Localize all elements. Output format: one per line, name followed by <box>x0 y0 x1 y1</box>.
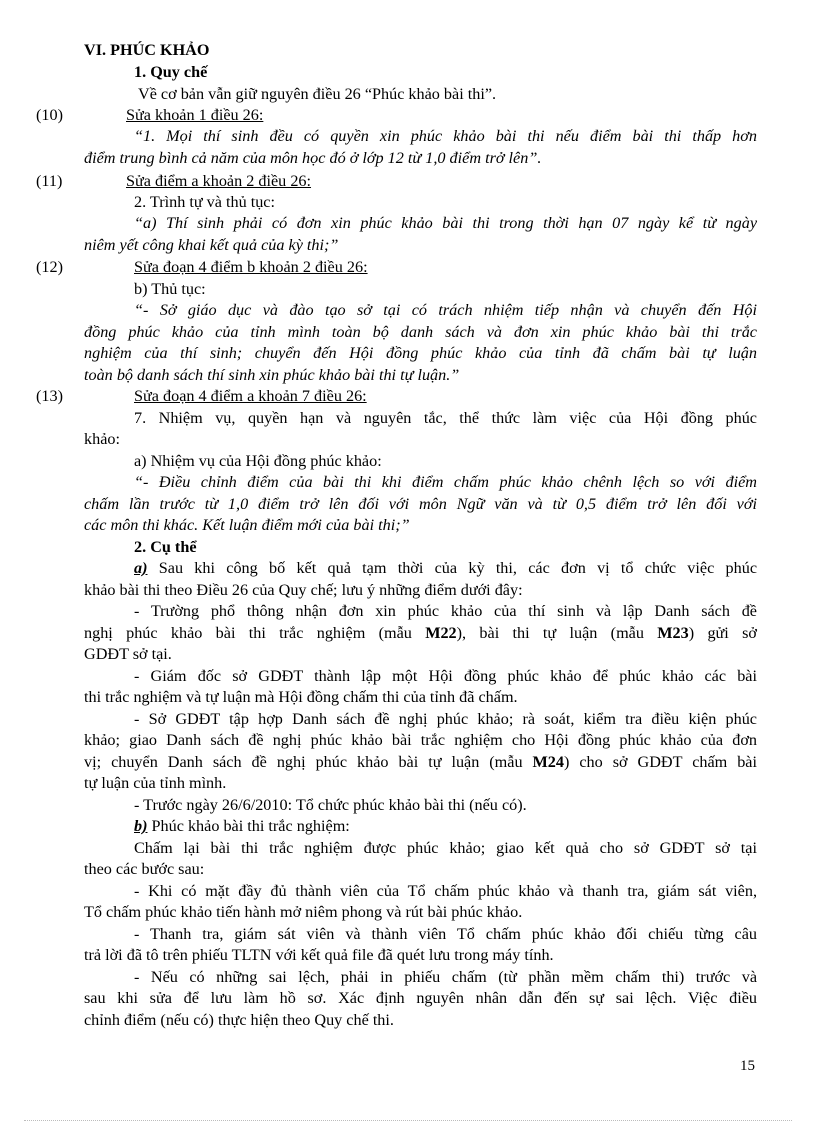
bullet-line: - Thanh tra, giám sát viên và thành viên Tổ chấm phúc khảo đối chiếu từng câu <box>134 925 757 943</box>
intro-text: Về cơ bản vẫn giữ nguyên điều 26 “Phúc khảo bài thi”. <box>138 85 497 103</box>
paragraph-line <box>134 816 350 837</box>
amendment-title: Sửa khoản 1 điều 26: <box>126 106 264 124</box>
page-bottom-border <box>24 1120 792 1121</box>
paragraph-text: Phúc khảo bài thi trắc nghiệm: <box>147 817 350 835</box>
amendment-title: Sửa đoạn 4 điểm a khoản 7 điều 26: <box>134 387 367 405</box>
clause-subtitle: a) Nhiệm vụ của Hội đồng phúc khảo: <box>134 452 382 470</box>
bullet-line: - Nếu có những sai lệch, phải in phiếu chấm (từ phần mềm chấm thi) trước và <box>134 968 757 986</box>
page-number: 15 <box>740 1058 755 1074</box>
form-code: M23 <box>657 624 689 642</box>
form-code: M24 <box>532 753 564 771</box>
quote-line: điểm trung bình cả năm của môn học đó ở lớp 12 từ 1,0 điểm trở lên”. <box>84 149 542 167</box>
bullet-line: chỉnh điểm (nếu có) thực hiện theo Quy chế thi. <box>84 1011 394 1029</box>
bullet-line: - Khi có mặt đầy đủ thành viên của Tổ chấm phúc khảo và thanh tra, giám sát viên, <box>134 882 757 900</box>
bullet-line: - Trước ngày 26/6/2010: Tổ chức phúc khảo bài thi (nếu có). <box>134 796 527 814</box>
bullet-line: tự luận của tỉnh mình. <box>84 774 227 792</box>
bullet-line: GDĐT sở tại. <box>84 645 172 663</box>
bullet-line: thi trắc nghiệm và tự luận mà Hội đồng chấm thi của tỉnh đã chấm. <box>84 688 518 706</box>
quote-line: “- Điều chỉnh điểm của bài thi khi điểm chấm phúc khảo chênh lệch so với điểm <box>134 473 757 491</box>
paragraph-line <box>134 558 757 579</box>
bullet-line: sau khi sửa để lưu làm hồ sơ. Xác định nguyên nhân dẫn đến sự sai lệch. Việc điều <box>84 989 757 1007</box>
clause-title: 2. Trình tự và thủ tục: <box>134 193 275 211</box>
item-number: (10) <box>36 106 63 124</box>
paragraph-line: theo các bước sau: <box>84 860 205 878</box>
item-number: (12) <box>36 258 63 276</box>
quote-line: “a) Thí sinh phải có đơn xin phúc khảo bài thi trong thời hạn 07 ngày kể từ ngày <box>134 214 757 232</box>
bullet-text: ) cho sở GDĐT chấm bài <box>564 753 757 771</box>
subsection-title-regulation: 1. Quy chế <box>134 63 208 81</box>
bullet-line: - Sở GDĐT tập hợp Danh sách đề nghị phúc khảo; rà soát, kiểm tra điều kiện phúc <box>134 710 757 728</box>
paragraph-line: khảo bài thi theo Điều 26 của Quy chế; lưu ý những điểm dưới đây: <box>84 581 523 599</box>
item-number: (11) <box>36 172 63 190</box>
quote-line: toàn bộ danh sách thí sinh xin phúc khảo bài thi tự luận.” <box>84 366 460 384</box>
amendment-title: Sửa điểm a khoản 2 điều 26: <box>126 172 312 190</box>
bullet-text: nghị phúc khảo bài thi trắc nghiệm (mẫu <box>84 624 426 642</box>
bullet-line: - Trường phổ thông nhận đơn xin phúc khảo của thí sinh và lập Danh sách đề <box>134 602 757 620</box>
bullet-text: ) gửi sở <box>688 624 757 642</box>
paragraph-text: Sau khi công bố kết quả tạm thời của kỳ thi, các đơn vị tổ chức việc phúc <box>147 559 757 577</box>
quote-line: đồng phúc khảo của tỉnh mình toàn bộ danh sách và đơn xin phúc khảo bài thi trắc <box>84 323 757 341</box>
form-code: M22 <box>425 624 457 642</box>
bullet-line <box>84 752 757 773</box>
bullet-text: ), bài thi tự luận (mẫu <box>456 624 658 642</box>
quote-line: “1. Mọi thí sinh đều có quyền xin phúc khảo bài thi nếu điểm bài thi thấp hơn <box>134 127 757 145</box>
quote-line: chấm lần trước từ 1,0 điểm trở lên đối với môn Ngữ văn và từ 0,5 điểm trở lên đối với <box>84 495 757 513</box>
bullet-line: Tổ chấm phúc khảo tiến hành mở niêm phong và rút bài phúc khảo. <box>84 903 523 921</box>
clause-title: b) Thủ tục: <box>134 280 206 298</box>
bullet-line: - Giám đốc sở GDĐT thành lập một Hội đồng phúc khảo để phúc khảo các bài <box>134 667 757 685</box>
bullet-text: vị; chuyển Danh sách đề nghị phúc khảo bài tự luận (mẫu <box>84 753 533 771</box>
quote-line: nghiệm của thí sinh; chuyển đến Hội đồng phúc khảo của tỉnh đã chấm bài tự luận <box>84 344 757 362</box>
section-heading: VI. PHÚC KHẢO <box>84 41 210 59</box>
subsection-title-details: 2. Cụ thể <box>134 538 197 556</box>
point-label: b) <box>134 817 148 835</box>
amendment-title: Sửa đoạn 4 điểm b khoản 2 điều 26: <box>134 258 368 276</box>
quote-line: niêm yết công khai kết quả của kỳ thi;” <box>84 236 339 254</box>
quote-line: các môn thi khác. Kết luận điểm mới của bài thi;” <box>84 516 410 534</box>
item-number: (13) <box>36 387 63 405</box>
point-label: a) <box>134 559 148 577</box>
paragraph-line: Chấm lại bài thi trắc nghiệm được phúc khảo; giao kết quả cho sở GDĐT sở tại <box>134 839 757 857</box>
bullet-line: trả lời đã tô trên phiếu TLTN với kết quả file đã quét lưu trong máy tính. <box>84 946 554 964</box>
quote-line: “- Sở giáo dục và đào tạo sở tại có trách nhiệm tiếp nhận và chuyển đến Hội <box>134 301 757 319</box>
clause-title: khảo: <box>84 430 120 448</box>
bullet-line <box>84 623 757 644</box>
clause-title: 7. Nhiệm vụ, quyền hạn và nguyên tắc, thể thức làm việc của Hội đồng phúc <box>134 409 757 427</box>
bullet-line: khảo; giao Danh sách đề nghị phúc khảo bài trắc nghiệm cho Hội đồng phúc khảo của đơn <box>84 731 757 749</box>
